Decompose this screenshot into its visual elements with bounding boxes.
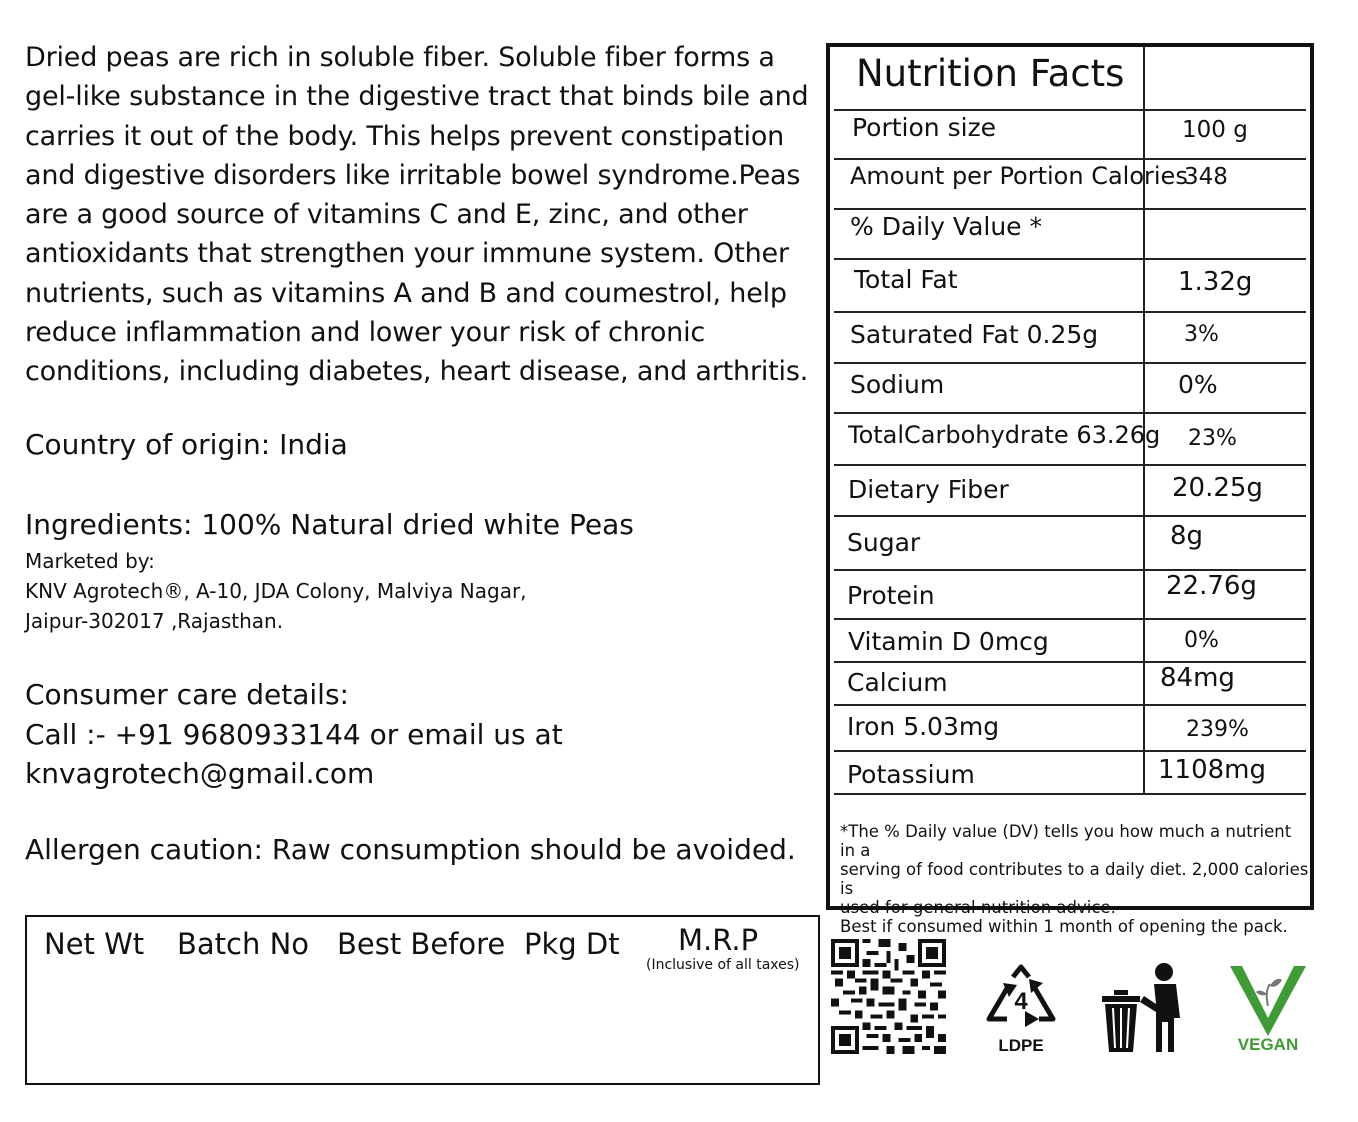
vegan-icon bbox=[1226, 962, 1310, 1054]
batch-number-label: Batch No bbox=[177, 927, 310, 961]
nutrient-label: Saturated Fat 0.25g bbox=[850, 320, 1099, 349]
row-divider bbox=[834, 311, 1306, 313]
packaging-date-label: Pkg Dt bbox=[524, 927, 620, 961]
row-divider bbox=[834, 793, 1306, 795]
marketed-by-label: Marketed by: bbox=[25, 549, 155, 573]
mrp-label: M.R.P bbox=[678, 923, 759, 957]
recycle-number: 4 bbox=[1014, 988, 1028, 1015]
consumer-care bbox=[25, 675, 563, 794]
footnote-line: used for general nutrition advice. bbox=[840, 898, 1116, 917]
nutrient-label: Calcium bbox=[847, 668, 948, 697]
recycle-ldpe-icon bbox=[983, 963, 1059, 1055]
row-divider bbox=[834, 750, 1306, 752]
nutrient-value: 23% bbox=[1188, 426, 1237, 451]
nutrient-label: Amount per Portion Calories bbox=[850, 162, 1188, 190]
row-divider bbox=[834, 258, 1306, 260]
nutrient-value: 239% bbox=[1186, 717, 1249, 742]
nutrient-label: Sodium bbox=[850, 370, 945, 399]
nutrient-value: 0% bbox=[1178, 370, 1218, 399]
nutrition-title: Nutrition Facts bbox=[856, 52, 1125, 95]
nutrient-value: 348 bbox=[1184, 164, 1228, 190]
nutrient-value: 1.32g bbox=[1178, 267, 1253, 297]
nutrient-value: 3% bbox=[1184, 322, 1219, 347]
footnote-line: serving of food contributes to a daily diet. 2,000 calories is bbox=[840, 860, 1309, 898]
ingredients: Ingredients: 100% Natural dried white Peas bbox=[25, 508, 634, 541]
net-weight-label: Net Wt bbox=[44, 927, 145, 961]
row-divider bbox=[834, 464, 1306, 466]
nutrient-label: Potassium bbox=[847, 760, 975, 789]
nutrient-label: TotalCarbohydrate 63.26g bbox=[848, 421, 1161, 449]
nutrient-label: % Daily Value * bbox=[850, 212, 1043, 241]
nutrient-value: 22.76g bbox=[1166, 571, 1257, 601]
nutrient-value: 1108mg bbox=[1158, 755, 1266, 785]
best-before-label: Best Before bbox=[337, 927, 506, 961]
footnote-line: Best if consumed within 1 month of opening the pack. bbox=[840, 917, 1288, 936]
consumer-care-heading: Consumer care details: bbox=[25, 678, 349, 711]
mrp-tax-note: (Inclusive of all taxes) bbox=[646, 957, 800, 973]
dispose-trash-icon bbox=[1100, 962, 1188, 1054]
row-divider bbox=[834, 109, 1306, 111]
nutrient-label: Portion size bbox=[852, 113, 997, 142]
consumer-care-email: knvagrotech@gmail.com bbox=[25, 757, 375, 790]
nutrition-facts-panel bbox=[826, 43, 1314, 936]
country-of-origin: Country of origin: India bbox=[25, 428, 348, 461]
row-divider bbox=[834, 618, 1306, 620]
row-divider bbox=[834, 515, 1306, 517]
vegan-label: VEGAN bbox=[1237, 1035, 1299, 1054]
allergen-caution: Allergen caution: Raw consumption should be avoided. bbox=[25, 833, 796, 866]
row-divider bbox=[834, 704, 1306, 706]
batch-info-box bbox=[25, 915, 820, 1085]
row-divider bbox=[834, 362, 1306, 364]
nutrient-label: Total Fat bbox=[854, 265, 958, 294]
nutrient-label: Protein bbox=[847, 581, 935, 610]
nutrient-value: 84mg bbox=[1160, 663, 1235, 693]
nutrient-value: 8g bbox=[1170, 521, 1204, 551]
nutrient-value: 100 g bbox=[1182, 117, 1248, 143]
nutrient-value: 0% bbox=[1184, 628, 1219, 653]
nutrient-label: Dietary Fiber bbox=[848, 475, 1009, 504]
row-divider bbox=[834, 208, 1306, 210]
qr-code-icon bbox=[831, 937, 946, 1056]
marketed-by-address-line2: Jaipur-302017 ,Rajasthan. bbox=[25, 609, 284, 633]
nutrient-label: Vitamin D 0mcg bbox=[848, 627, 1049, 656]
row-divider bbox=[834, 661, 1306, 663]
footnote-line: *The % Daily value (DV) tells you how much a nutrient in a bbox=[840, 822, 1292, 860]
row-divider bbox=[834, 412, 1306, 414]
nutrient-value: 20.25g bbox=[1172, 473, 1263, 503]
marketed-by bbox=[25, 546, 527, 636]
consumer-care-call: Call :- +91 9680933144 or email us at bbox=[25, 717, 563, 751]
row-divider bbox=[834, 158, 1306, 160]
daily-value-footnote bbox=[840, 822, 1310, 936]
product-description: Dried peas are rich in soluble fiber. Soluble fiber forms a gel-like substance in the digestive tract that binds bile and carries it out of the body. This helps prevent constipation and digestive disorders like irritable bowel syndrome.Peas are a good source of vitamins C and E, zinc, and other antioxidants that strengthen your immune system. Other nutrients, such as vitamins A and B and coumestrol, help reduce inflammation and lower your risk of chronic conditions, including diabetes, heart disease, and arthritis. bbox=[25, 42, 809, 388]
nutrient-label: Sugar bbox=[847, 528, 921, 557]
recycle-label: LDPE bbox=[998, 1036, 1044, 1055]
marketed-by-address-line1: KNV Agrotech®, A-10, JDA Colony, Malviya Nagar, bbox=[25, 579, 527, 603]
nutrient-label: Iron 5.03mg bbox=[847, 712, 1000, 741]
